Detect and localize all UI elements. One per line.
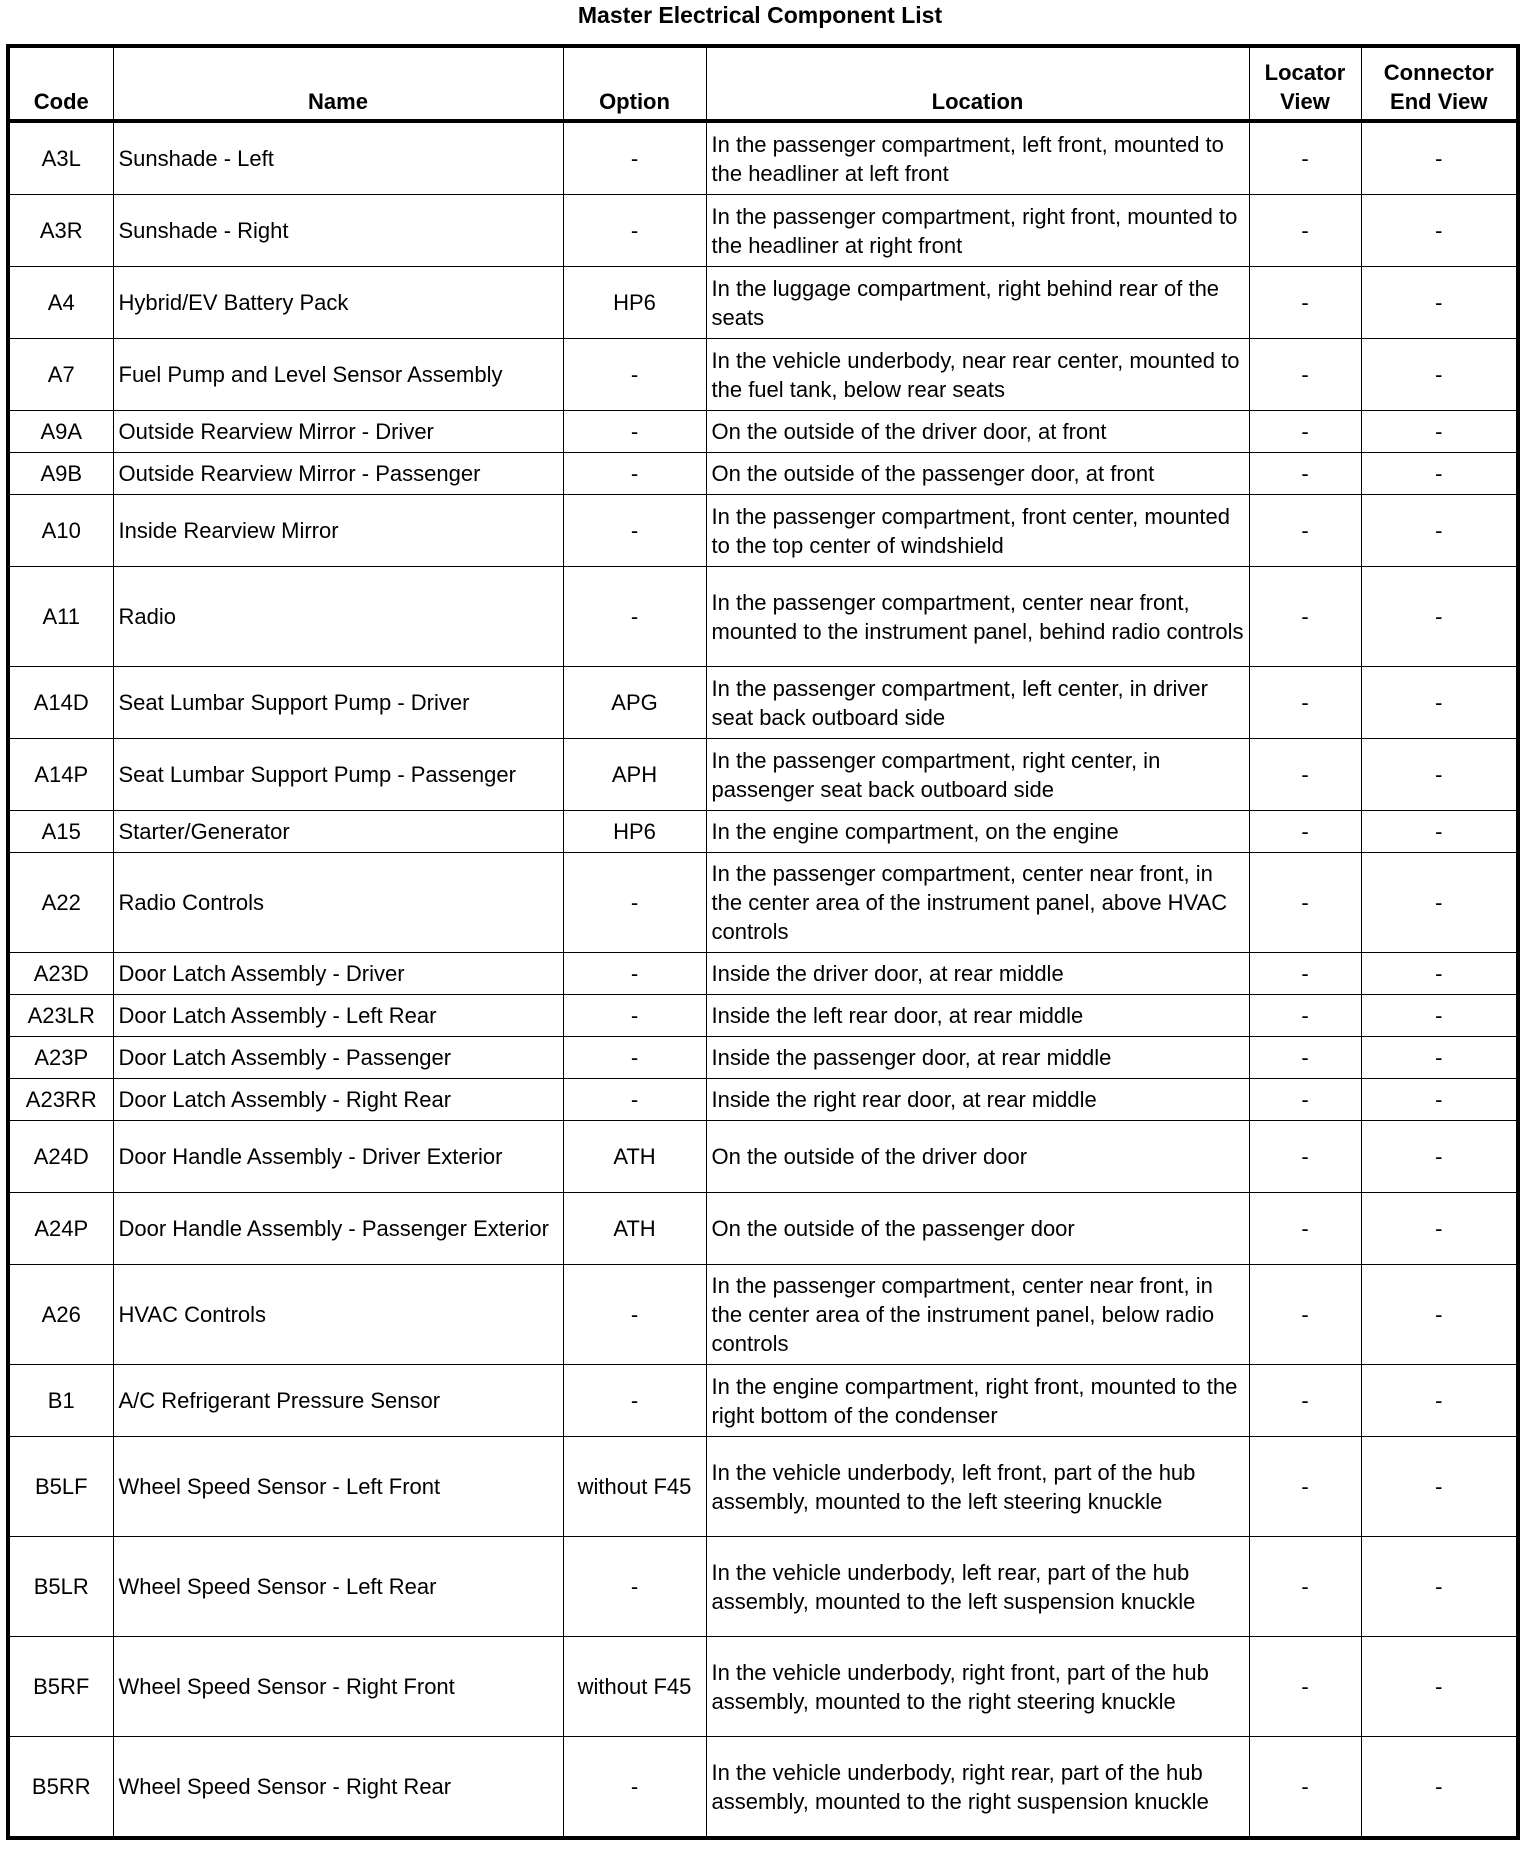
cell-connector: - [1361,1265,1518,1365]
cell-option: - [563,1537,706,1637]
cell-connector: - [1361,667,1518,739]
cell-name: Wheel Speed Sensor - Left Front [113,1437,563,1537]
cell-option: APG [563,667,706,739]
table-row [8,267,1518,339]
cell-locator: - [1249,1437,1361,1537]
cell-name: Sunshade - Left [113,121,563,195]
table-row [8,1537,1518,1637]
cell-location: In the luggage compartment, right behind rear of the seats [706,267,1249,339]
header-locator-view: Locator View [1249,46,1361,121]
cell-option: without F45 [563,1437,706,1537]
header-code: Code [8,46,113,121]
table-row [8,195,1518,267]
cell-code: A3L [8,121,113,195]
cell-option: - [563,1265,706,1365]
cell-option: - [563,121,706,195]
table-row [8,495,1518,567]
cell-locator: - [1249,267,1361,339]
cell-option: - [563,995,706,1037]
cell-option: HP6 [563,811,706,853]
cell-connector: - [1361,195,1518,267]
cell-name: Seat Lumbar Support Pump - Driver [113,667,563,739]
page-title: Master Electrical Component List [577,2,943,28]
cell-connector: - [1361,853,1518,953]
cell-code: A3R [8,195,113,267]
cell-code: A14P [8,739,113,811]
cell-location: In the vehicle underbody, left front, part of the hub assembly, mounted to the left steering knuckle [706,1437,1249,1537]
cell-code: B5LR [8,1537,113,1637]
cell-code: B1 [8,1365,113,1437]
table-row [8,1037,1518,1079]
cell-connector: - [1361,339,1518,411]
cell-connector: - [1361,811,1518,853]
cell-locator: - [1249,453,1361,495]
cell-name: Inside Rearview Mirror [113,495,563,567]
cell-connector: - [1361,567,1518,667]
cell-name: Door Latch Assembly - Left Rear [113,995,563,1037]
table-row [8,995,1518,1037]
cell-code: A11 [8,567,113,667]
table-row [8,1079,1518,1121]
cell-location: In the vehicle underbody, right rear, part of the hub assembly, mounted to the right suspension knuckle [706,1737,1249,1839]
table-row [8,1265,1518,1365]
cell-location: In the passenger compartment, center near front, in the center area of the instrument panel, below radio controls [706,1265,1249,1365]
table-row [8,453,1518,495]
cell-location: In the vehicle underbody, right front, part of the hub assembly, mounted to the right steering knuckle [706,1637,1249,1737]
cell-name: Wheel Speed Sensor - Right Front [113,1637,563,1737]
cell-name: Radio [113,567,563,667]
cell-location: In the engine compartment, on the engine [706,811,1249,853]
table-row [8,121,1518,195]
cell-option: - [563,411,706,453]
cell-name: Door Latch Assembly - Passenger [113,1037,563,1079]
table-row [8,1737,1518,1839]
cell-option: - [563,195,706,267]
cell-option: - [563,953,706,995]
table-row [8,667,1518,739]
cell-code: A23LR [8,995,113,1037]
cell-code: A9A [8,411,113,453]
cell-locator: - [1249,667,1361,739]
table-row [8,1365,1518,1437]
cell-location: On the outside of the passenger door [706,1193,1249,1265]
cell-code: B5LF [8,1437,113,1537]
cell-name: Fuel Pump and Level Sensor Assembly [113,339,563,411]
cell-connector: - [1361,411,1518,453]
cell-code: A9B [8,453,113,495]
header-name: Name [113,46,563,121]
table-row [8,953,1518,995]
cell-connector: - [1361,453,1518,495]
cell-name: Door Latch Assembly - Right Rear [113,1079,563,1121]
cell-locator: - [1249,739,1361,811]
cell-option: - [563,1365,706,1437]
cell-name: Outside Rearview Mirror - Driver [113,411,563,453]
header-location: Location [706,46,1249,121]
cell-connector: - [1361,495,1518,567]
cell-location: In the passenger compartment, right front, mounted to the headliner at right front [706,195,1249,267]
table-row [8,853,1518,953]
cell-locator: - [1249,195,1361,267]
cell-option: - [563,1037,706,1079]
cell-locator: - [1249,121,1361,195]
cell-name: Seat Lumbar Support Pump - Passenger [113,739,563,811]
cell-location: Inside the right rear door, at rear middle [706,1079,1249,1121]
cell-code: A24D [8,1121,113,1193]
cell-connector: - [1361,739,1518,811]
cell-connector: - [1361,1437,1518,1537]
cell-locator: - [1249,1265,1361,1365]
cell-connector: - [1361,1737,1518,1839]
cell-connector: - [1361,267,1518,339]
cell-code: B5RF [8,1637,113,1737]
cell-location: Inside the left rear door, at rear middle [706,995,1249,1037]
cell-code: A22 [8,853,113,953]
header-connector-end-view: Connector End View [1361,46,1518,121]
cell-location: Inside the driver door, at rear middle [706,953,1249,995]
cell-code: A7 [8,339,113,411]
cell-option: without F45 [563,1637,706,1737]
cell-locator: - [1249,995,1361,1037]
cell-location: On the outside of the passenger door, at front [706,453,1249,495]
cell-option: - [563,853,706,953]
table-row [8,411,1518,453]
cell-location: On the outside of the driver door [706,1121,1249,1193]
cell-location: In the vehicle underbody, near rear center, mounted to the fuel tank, below rear seats [706,339,1249,411]
table-row [8,739,1518,811]
cell-connector: - [1361,1193,1518,1265]
table-body [8,121,1518,1838]
cell-option: APH [563,739,706,811]
table-row [8,567,1518,667]
header-option: Option [563,46,706,121]
cell-option: HP6 [563,267,706,339]
cell-code: A15 [8,811,113,853]
cell-connector: - [1361,1637,1518,1737]
cell-location: In the engine compartment, right front, mounted to the right bottom of the condenser [706,1365,1249,1437]
cell-option: - [563,567,706,667]
cell-name: Hybrid/EV Battery Pack [113,267,563,339]
cell-locator: - [1249,411,1361,453]
cell-option: - [563,339,706,411]
cell-name: Wheel Speed Sensor - Left Rear [113,1537,563,1637]
cell-connector: - [1361,953,1518,995]
header-row [8,46,1518,121]
cell-code: A23D [8,953,113,995]
cell-locator: - [1249,811,1361,853]
cell-locator: - [1249,1121,1361,1193]
table-row [8,1193,1518,1265]
cell-option: - [563,453,706,495]
table-row [8,339,1518,411]
cell-name: Wheel Speed Sensor - Right Rear [113,1737,563,1839]
cell-name: Door Handle Assembly - Passenger Exterior [113,1193,563,1265]
cell-code: A26 [8,1265,113,1365]
cell-code: A4 [8,267,113,339]
cell-name: HVAC Controls [113,1265,563,1365]
cell-code: A10 [8,495,113,567]
cell-locator: - [1249,953,1361,995]
cell-connector: - [1361,995,1518,1037]
table-row [8,1121,1518,1193]
cell-locator: - [1249,1037,1361,1079]
cell-locator: - [1249,1737,1361,1839]
cell-locator: - [1249,1193,1361,1265]
cell-location: In the passenger compartment, front center, mounted to the top center of windshield [706,495,1249,567]
cell-name: Door Handle Assembly - Driver Exterior [113,1121,563,1193]
cell-locator: - [1249,853,1361,953]
cell-name: Door Latch Assembly - Driver [113,953,563,995]
cell-connector: - [1361,1365,1518,1437]
cell-option: ATH [563,1193,706,1265]
cell-code: A24P [8,1193,113,1265]
cell-connector: - [1361,1537,1518,1637]
cell-locator: - [1249,1537,1361,1637]
cell-location: In the passenger compartment, right center, in passenger seat back outboard side [706,739,1249,811]
cell-name: Starter/Generator [113,811,563,853]
cell-name: Sunshade - Right [113,195,563,267]
table-row [8,811,1518,853]
cell-locator: - [1249,567,1361,667]
cell-location: Inside the passenger door, at rear middle [706,1037,1249,1079]
cell-name: A/C Refrigerant Pressure Sensor [113,1365,563,1437]
cell-name: Radio Controls [113,853,563,953]
cell-connector: - [1361,1037,1518,1079]
component-table [6,44,1520,1840]
cell-locator: - [1249,1365,1361,1437]
cell-locator: - [1249,495,1361,567]
cell-name: Outside Rearview Mirror - Passenger [113,453,563,495]
cell-locator: - [1249,339,1361,411]
cell-connector: - [1361,1079,1518,1121]
cell-location: In the passenger compartment, left front, mounted to the headliner at left front [706,121,1249,195]
cell-option: - [563,1079,706,1121]
cell-location: On the outside of the driver door, at front [706,411,1249,453]
cell-location: In the passenger compartment, left center, in driver seat back outboard side [706,667,1249,739]
cell-code: A14D [8,667,113,739]
cell-connector: - [1361,121,1518,195]
cell-location: In the passenger compartment, center near front, in the center area of the instrument panel, above HVAC controls [706,853,1249,953]
cell-locator: - [1249,1637,1361,1737]
cell-option: ATH [563,1121,706,1193]
table-row [8,1637,1518,1737]
cell-location: In the vehicle underbody, left rear, part of the hub assembly, mounted to the left suspension knuckle [706,1537,1249,1637]
cell-connector: - [1361,1121,1518,1193]
cell-code: A23RR [8,1079,113,1121]
cell-option: - [563,495,706,567]
cell-code: B5RR [8,1737,113,1839]
cell-code: A23P [8,1037,113,1079]
cell-option: - [563,1737,706,1839]
table-row [8,1437,1518,1537]
cell-locator: - [1249,1079,1361,1121]
cell-location: In the passenger compartment, center near front, mounted to the instrument panel, behind radio controls [706,567,1249,667]
